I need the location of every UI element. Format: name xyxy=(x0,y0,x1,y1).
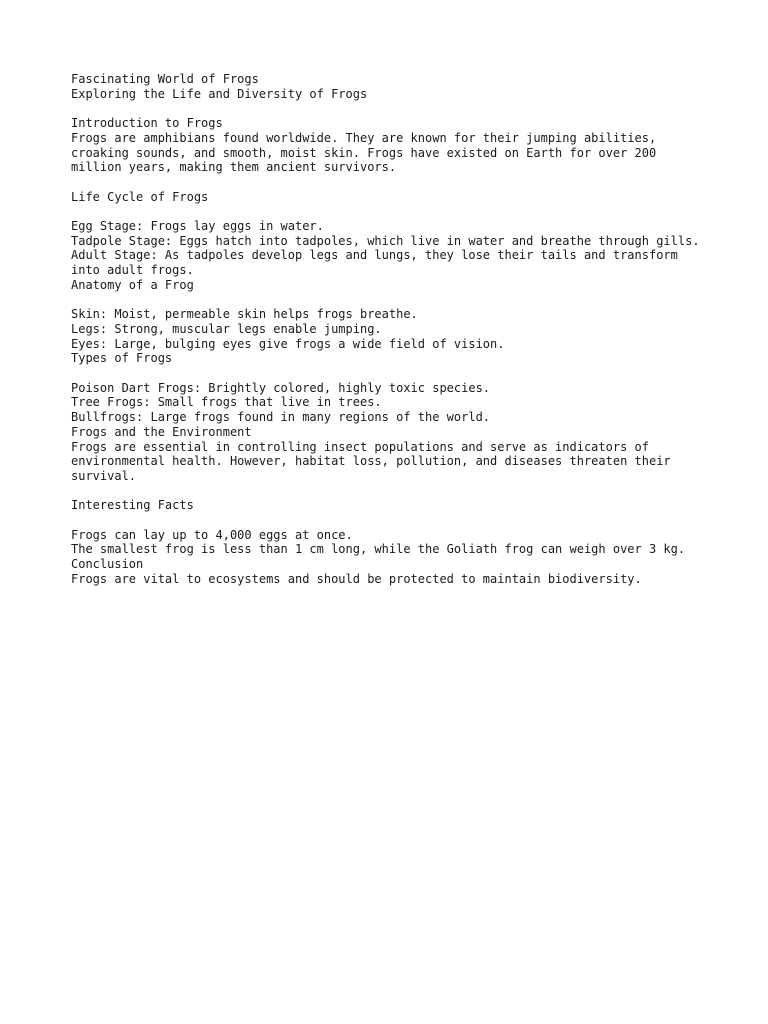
spacer xyxy=(71,484,711,499)
environment-heading: Frogs and the Environment xyxy=(71,424,252,439)
anatomy-heading: Anatomy of a Frog xyxy=(71,277,194,292)
conclusion-text: Frogs are vital to ecosystems and should be protected to maintain biodiversity. xyxy=(71,571,642,586)
anatomy-item: Eyes: Large, bulging eyes give frogs a wide field of vision. xyxy=(71,336,505,351)
anatomy-item: Skin: Moist, permeable skin helps frogs breathe. xyxy=(71,307,418,322)
spacer xyxy=(71,513,711,528)
environment-text: Frogs are essential in controlling insect populations and serve as indicators of environmental health. However, habitat loss, pollution, and diseases threaten their survival. xyxy=(71,439,671,483)
document-page xyxy=(71,72,711,587)
document-title: Fascinating World of Frogs xyxy=(71,72,259,86)
spacer xyxy=(71,293,711,308)
spacer xyxy=(71,175,711,190)
types-heading: Types of Frogs xyxy=(71,351,173,366)
facts-item: Frogs can lay up to 4,000 eggs at once. xyxy=(71,527,353,542)
life-cycle-heading: Life Cycle of Frogs xyxy=(71,189,209,204)
facts-item: The smallest frog is less than 1 cm long, while the Goliath frog can weigh over 3 kg. xyxy=(71,542,686,557)
anatomy-item: Legs: Strong, muscular legs enable jumping. xyxy=(71,321,382,336)
life-cycle-item: Tadpole Stage: Eggs hatch into tadpoles, which live in water and breathe through gills. xyxy=(71,233,700,248)
facts-heading: Interesting Facts xyxy=(71,498,194,513)
types-item: Bullfrogs: Large frogs found in many regions of the world. xyxy=(71,410,491,425)
life-cycle-item: Egg Stage: Frogs lay eggs in water. xyxy=(71,218,324,233)
types-item: Tree Frogs: Small frogs that live in trees. xyxy=(71,395,382,410)
spacer xyxy=(71,204,711,219)
spacer xyxy=(71,101,711,116)
types-item: Poison Dart Frogs: Brightly colored, highly toxic species. xyxy=(71,380,491,395)
document-subtitle: Exploring the Life and Diversity of Frogs xyxy=(71,86,368,101)
conclusion-heading: Conclusion xyxy=(71,557,144,572)
spacer xyxy=(71,366,711,381)
intro-heading: Introduction to Frogs xyxy=(71,116,223,131)
life-cycle-item: Adult Stage: As tadpoles develop legs and lungs, they lose their tails and transform into adult frogs. xyxy=(71,248,678,278)
intro-text: Frogs are amphibians found worldwide. They are known for their jumping abilities, croaking sounds, and smooth, moist skin. Frogs have existed on Earth for over 200 million years, making them ancient survivors. xyxy=(71,130,657,175)
